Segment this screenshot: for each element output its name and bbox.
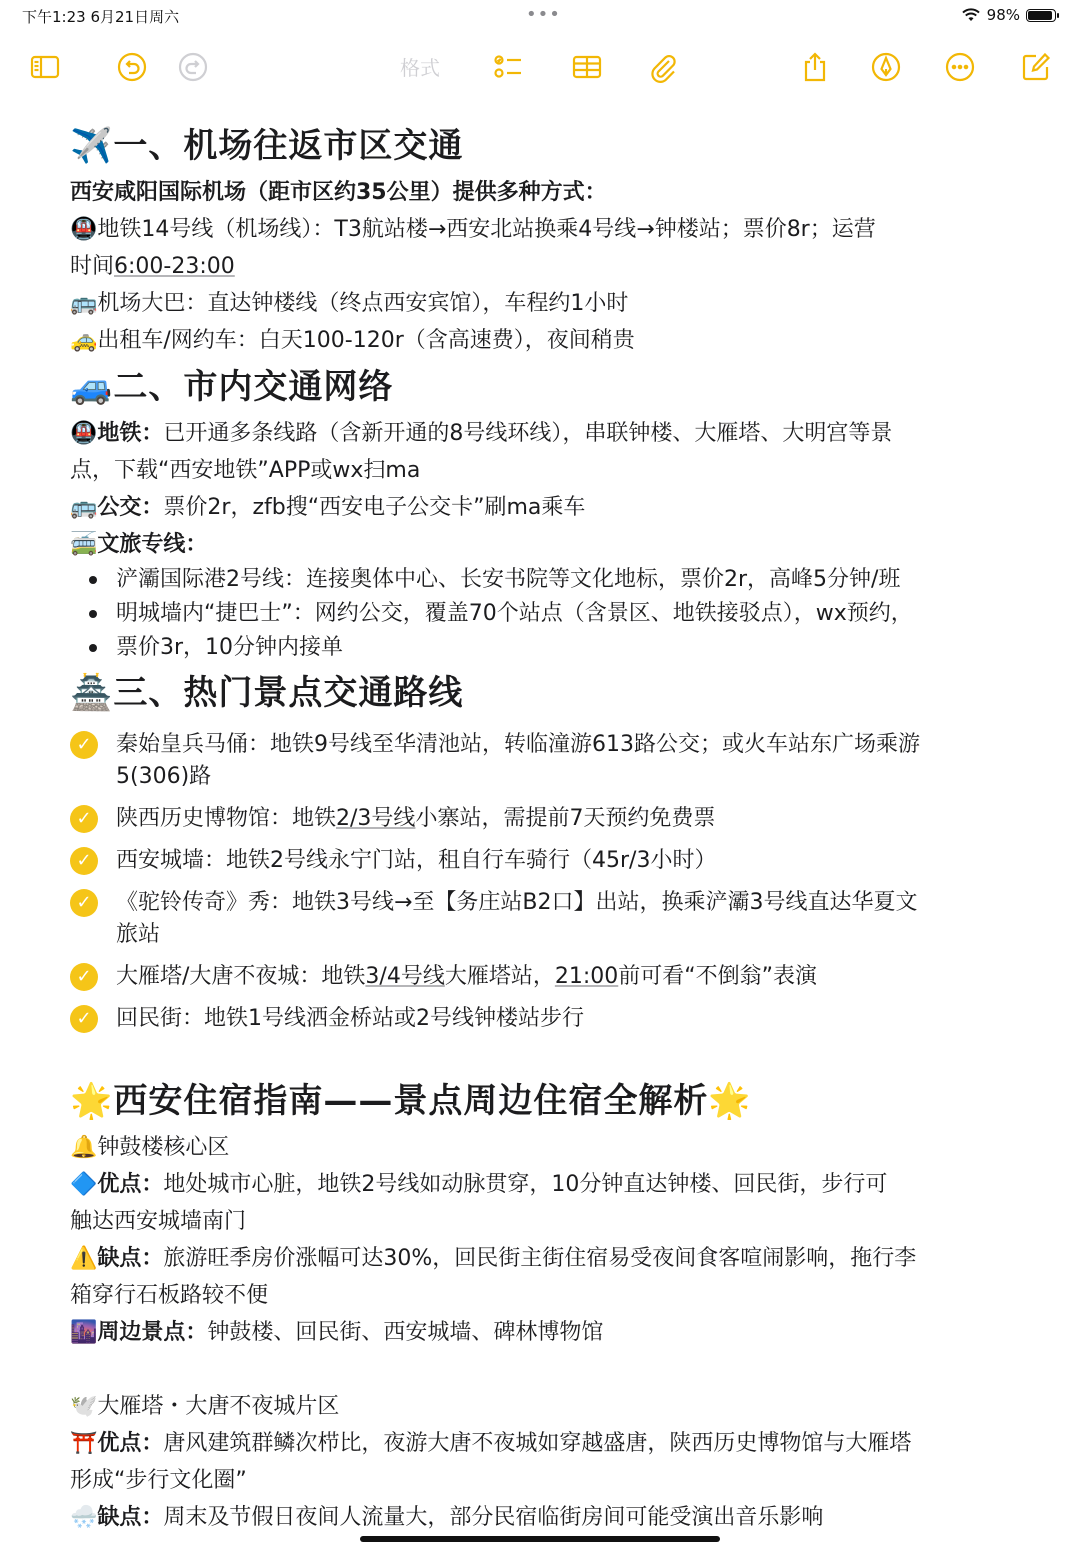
pro-label: 🔷优点： (70, 1172, 164, 1197)
checklist-item-city-wall (70, 845, 1020, 877)
heading-attraction-routes: 🏯三、热门景点交通路线 (70, 673, 464, 713)
hours-label: 时间 (70, 254, 115, 279)
item-text-end: 前可看“不倒翁”表演 (618, 964, 818, 989)
area2-con-line (70, 1499, 1020, 1536)
area2-name: 🕊️大雁塔・大唐不夜城片区 (70, 1394, 340, 1419)
table-button[interactable] (570, 50, 604, 84)
pro-text: 地处城市心脏，地铁2号线如动脉贯穿，10分钟直达钟楼、回民街，步行可 (163, 1172, 888, 1197)
note-body[interactable] (70, 118, 1020, 1536)
area1-pro-line (70, 1166, 1020, 1203)
item-text-cont: 5(306)路 (116, 764, 212, 789)
paperclip-icon (647, 51, 679, 83)
area1-nearby-line (70, 1314, 1020, 1351)
format-button[interactable]: 格式 (400, 56, 440, 80)
heading-airport-transport: ✈️一、机场往返市区交通 (70, 126, 464, 166)
checklist-item-terracotta (70, 729, 1020, 793)
pro-label: ⛩️优点： (70, 1431, 164, 1456)
checkmark-icon[interactable]: ✓ (70, 963, 98, 991)
pen-markup-icon (870, 51, 902, 83)
checkmark-icon[interactable]: ✓ (70, 731, 98, 759)
list-item-tour-bus: 浐灞国际港2号线：连接奥体中心、长安书院等文化地标，票价2r，高峰5分钟/班 (70, 563, 1020, 597)
nearby-label: 🌆周边景点： (70, 1320, 208, 1345)
item-link[interactable]: 2/3号线 (336, 806, 416, 831)
redo-button[interactable] (176, 50, 210, 84)
item-text-cont: 旅站 (116, 922, 161, 947)
checklist-item-history-museum (70, 803, 1020, 835)
battery-icon (1026, 9, 1056, 22)
con-text: 周末及节假日夜间人流量大，部分民宿临街房间可能受演出音乐影响 (163, 1505, 824, 1530)
item-text-end: 小寨站，需提前7天预约免费票 (415, 806, 716, 831)
item-text: 西安城墙：地铁2号线永宁门站，租自行车骑行（45r/3小时） (116, 848, 717, 873)
item-text: 大雁塔/大唐不夜城：地铁 (116, 964, 366, 989)
area1-name: 🔔钟鼓楼核心区 (70, 1135, 230, 1160)
airport-metro-hours-line (70, 248, 1020, 285)
nearby-text: 钟鼓楼、回民街、西安城墙、碑林博物馆 (207, 1320, 604, 1345)
more-button[interactable] (943, 50, 977, 84)
pro-text: 唐风建筑群鳞次栉比，夜游大唐不夜城如穿越盛唐，陕西历史博物馆与大雁塔 (163, 1431, 912, 1456)
airport-intro: 西安咸阳国际机场（距市区约35公里）提供多种方式： (70, 180, 607, 205)
checkmark-icon[interactable]: ✓ (70, 1005, 98, 1033)
bus-label: 🚌公交： (70, 495, 164, 520)
checklist-item-camel-show (70, 887, 1020, 951)
checkmark-icon[interactable]: ✓ (70, 847, 98, 875)
status-bar (0, 0, 1080, 32)
sidebar-icon (29, 51, 61, 83)
item-text: 陕西历史博物馆：地铁 (116, 806, 337, 831)
area1-con-line (70, 1240, 1020, 1277)
con-label: 🌨️缺点： (70, 1505, 164, 1530)
compose-icon (1020, 51, 1052, 83)
jiebashi-cont-text: 票价3r，10分钟内接单 (116, 635, 344, 660)
checklist-item-big-wild-goose (70, 961, 1020, 993)
area1-con-cont: 箱穿行石板路较不便 (70, 1283, 269, 1308)
checkmark-icon[interactable]: ✓ (70, 805, 98, 833)
city-metro-line-2: 点，下载“西安地铁”APP或wx扫ma (70, 458, 421, 483)
more-icon (944, 51, 976, 83)
notes-toolbar (0, 40, 1080, 92)
con-label: ⚠️缺点： (70, 1246, 164, 1271)
airport-taxi-line: 🚕出租车/网约车：白天100-120r（含高速费），夜间稍贵 (70, 328, 635, 353)
checklist-item-muslim-street (70, 1003, 1020, 1035)
item-text: 秦始皇兵马俑：地铁9号线至华清池站，转临潼游613路公交；或火车站东广场乘游 (116, 732, 920, 757)
checklist-button[interactable] (491, 50, 525, 84)
item-link[interactable]: 3/4号线 (365, 964, 445, 989)
markup-button[interactable] (869, 50, 903, 84)
airport-bus-line: 🚌机场大巴：直达钟楼线（终点西安宾馆），车程约1小时 (70, 291, 629, 316)
metro-label: 🚇地铁： (70, 421, 164, 446)
multitask-dots[interactable]: ••• (526, 4, 561, 25)
item-text-mid: 大雁塔站， (444, 964, 555, 989)
share-icon (799, 51, 831, 83)
con-text: 旅游旺季房价涨幅可达30%，回民街主街住宿易受夜间食客喧闹影响，拖行李 (163, 1246, 917, 1271)
checklist-icon (492, 51, 524, 83)
battery-level (1028, 11, 1052, 20)
area2-pro-cont: 形成“步行文化圈” (70, 1468, 247, 1493)
metro-hours[interactable]: 6:00-23:00 (114, 254, 235, 279)
attachment-button[interactable] (646, 50, 680, 84)
item-time-link[interactable]: 21:00 (554, 964, 619, 989)
wifi-icon (961, 8, 981, 22)
battery-percent: 98% (986, 6, 1020, 24)
status-time: 下午1:23 6月21日周六 (22, 8, 180, 26)
heading-city-transport: 🚙二、市内交通网络 (70, 367, 394, 407)
checkmark-icon[interactable]: ✓ (70, 889, 98, 917)
item-text: 回民街：地铁1号线洒金桥站或2号线钟楼站步行 (116, 1006, 584, 1031)
bus-text: 票价2r，zfb搜“西安电子公交卡”刷ma乘车 (163, 495, 586, 520)
heading-lodging-guide: 🌟西安住宿指南——景点周边住宿全解析🌟 (70, 1081, 752, 1121)
city-metro-line (70, 415, 1020, 452)
table-icon (571, 51, 603, 83)
area1-pro-cont: 触达西安城墙南门 (70, 1209, 247, 1234)
city-bus-line (70, 489, 1020, 526)
list-item-jiebashi: 明城墙内“捷巴士”：网约公交，覆盖70个站点（含景区、地铁接驳点），wx预约， (70, 597, 1020, 631)
undo-icon (116, 51, 148, 83)
airport-metro-line: 🚇地铁14号线（机场线）：T3航站楼→西安北站换乘4号线→钟楼站；票价8r；运营 (70, 217, 876, 242)
sidebar-toggle-button[interactable] (28, 50, 62, 84)
redo-icon (177, 51, 209, 83)
compose-button[interactable] (1019, 50, 1053, 84)
item-text: 《驼铃传奇》秀：地铁3号线→至【务庄站B2口】出站，换乘浐灞3号线直达华夏文 (116, 890, 918, 915)
list-item-jiebashi-cont (70, 631, 1020, 665)
area2-pro-line (70, 1425, 1020, 1462)
home-indicator[interactable] (360, 1536, 720, 1542)
metro-text: 已开通多条线路（含新开通的8号线环线），串联钟楼、大雁塔、大明宫等景 (163, 421, 893, 446)
tour-line-label: 🚎文旅专线： (70, 532, 208, 557)
share-button[interactable] (798, 50, 832, 84)
status-right (961, 6, 1056, 24)
undo-button[interactable] (115, 50, 149, 84)
